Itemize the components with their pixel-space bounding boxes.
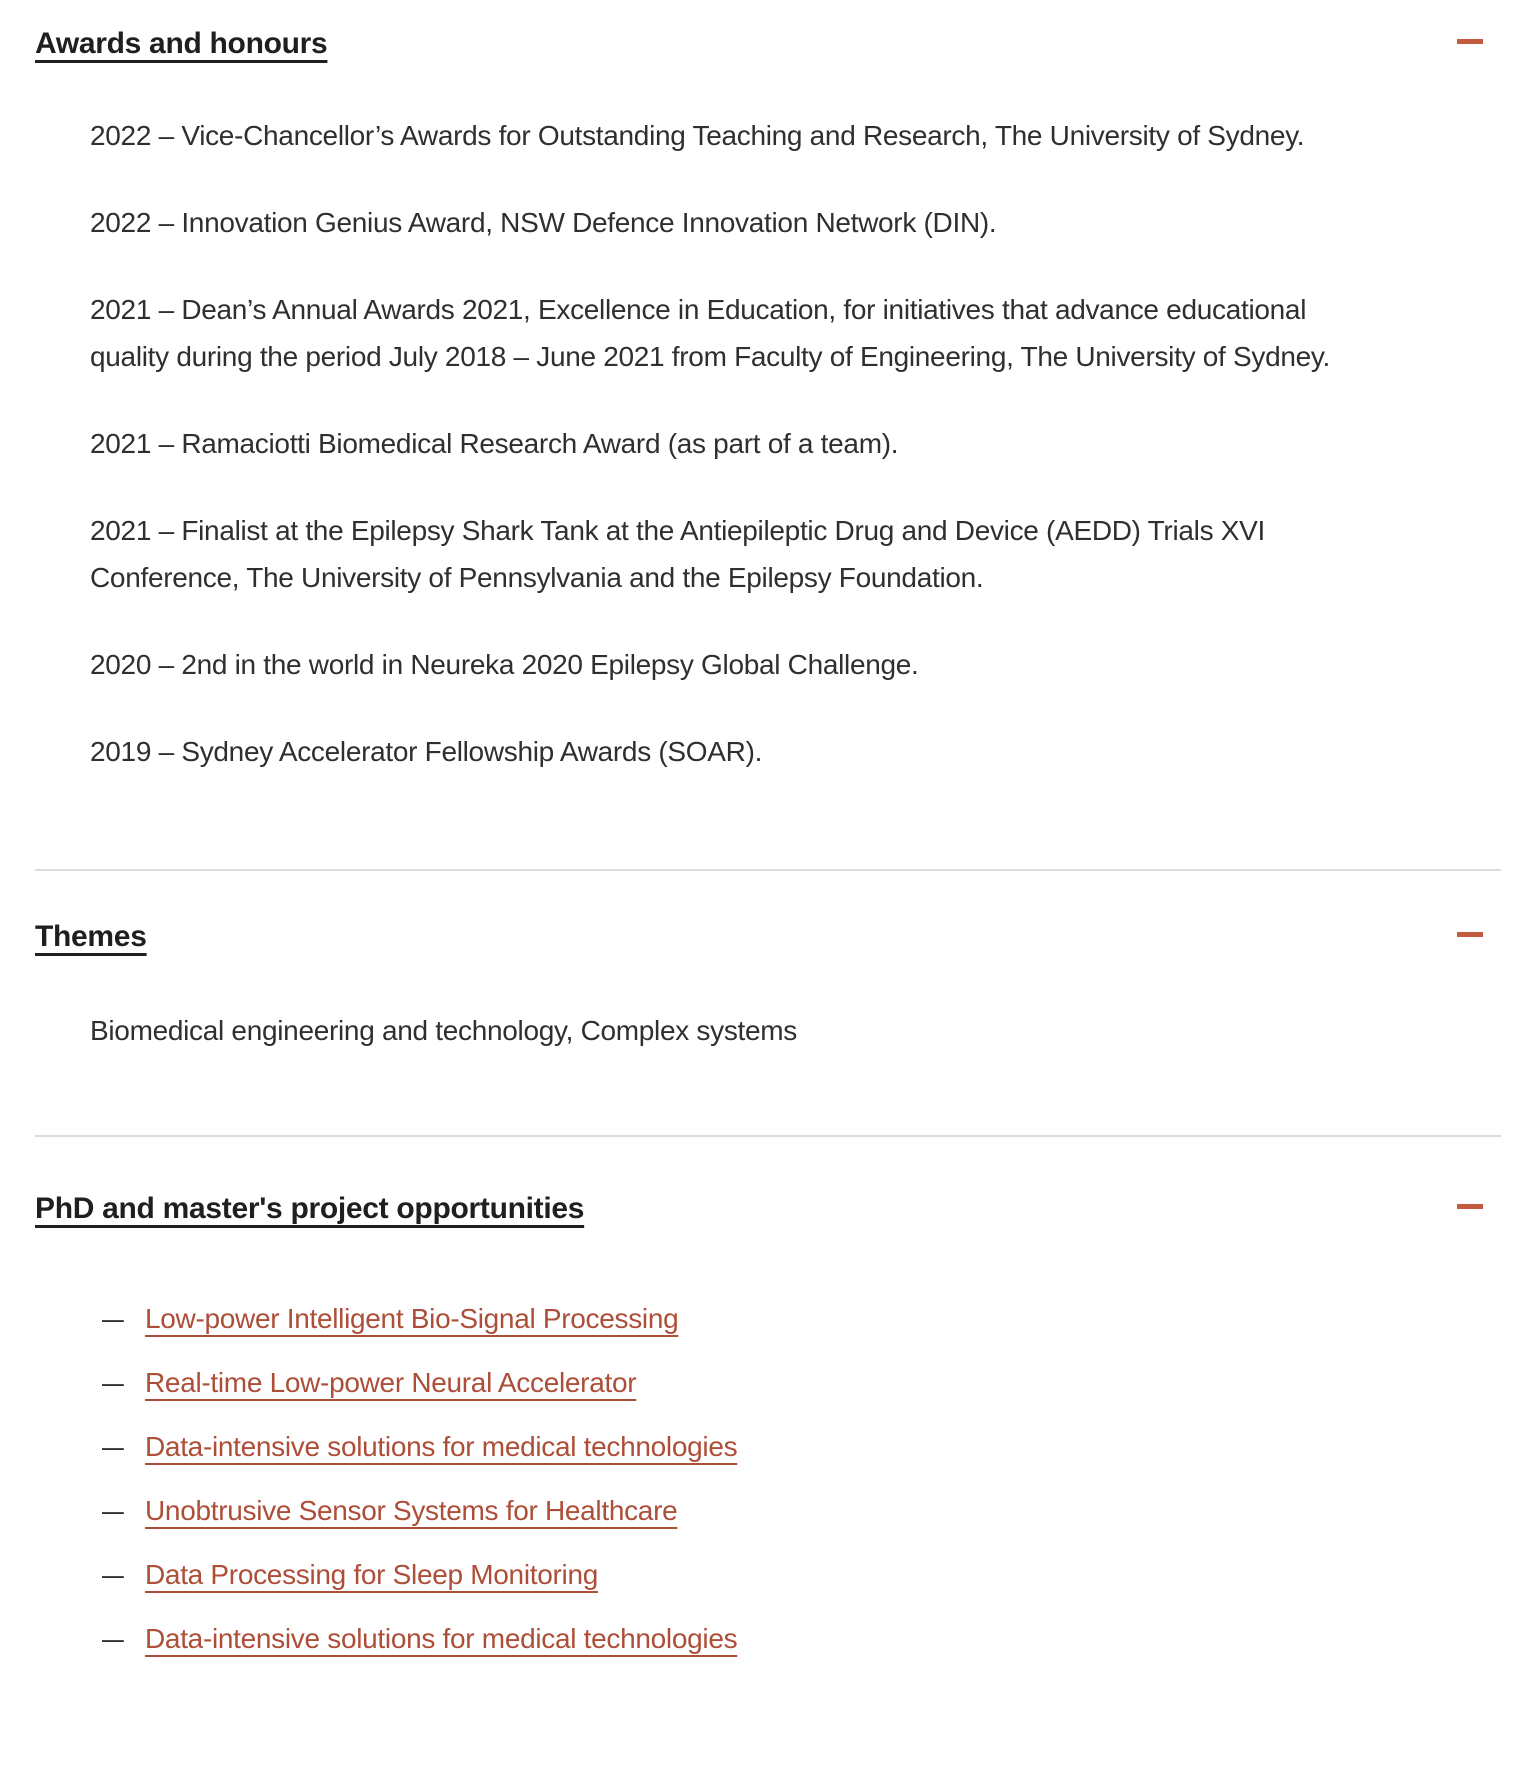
project-list-item [102,1615,1501,1662]
minus-icon [1457,1204,1483,1209]
project-list [102,1295,1501,1662]
project-list-item [102,1359,1501,1406]
dash-bullet-icon: – [102,1367,124,1398]
project-link[interactable]: Data Processing for Sleep Monitoring [145,1559,598,1590]
award-item: 2021 – Ramaciotti Biomedical Research Award (as part of a team). [90,428,899,459]
section-phd-opportunities [35,1135,1501,1689]
project-link[interactable]: Unobtrusive Sensor Systems for Healthcare [145,1495,678,1526]
award-item: 2021 – Dean’s Annual Awards 2021, Excellence in Education, for initiatives that advance educational quality during the period July 2018 – June 2021 from Faculty of Engineering, The University of Sydney. [90,294,1330,372]
project-link[interactable]: Low-power Intelligent Bio-Signal Processing [145,1303,679,1334]
project-link[interactable]: Data-intensive solutions for medical technologies [145,1431,738,1462]
project-link[interactable]: Data-intensive solutions for medical technologies [145,1623,738,1654]
project-list-item [102,1487,1501,1534]
awards-section-header[interactable] [35,24,1501,64]
award-item: 2019 – Sydney Accelerator Fellowship Awards (SOAR). [90,736,763,767]
dash-bullet-icon: – [102,1623,124,1654]
section-awards [35,24,1501,869]
themes-text: Biomedical engineering and technology, Complex systems [90,1015,798,1046]
minus-icon [1457,932,1483,937]
phd-section-title: PhD and master's project opportunities [35,1192,585,1225]
section-themes [35,869,1501,1135]
awards-section-title: Awards and honours [35,27,328,60]
award-item: 2022 – Innovation Genius Award, NSW Defence Innovation Network (DIN). [90,207,997,238]
phd-section-header[interactable] [35,1189,1501,1229]
award-item: 2022 – Vice-Chancellor’s Awards for Outstanding Teaching and Research, The University of Sydney. [90,120,1305,151]
themes-section-header[interactable] [35,917,1501,957]
award-item: 2020 – 2nd in the world in Neureka 2020 Epilepsy Global Challenge. [90,649,919,680]
dash-bullet-icon: – [102,1431,124,1462]
project-link[interactable]: Real-time Low-power Neural Accelerator [145,1367,637,1398]
dash-bullet-icon: – [102,1559,124,1590]
project-list-item [102,1295,1501,1342]
themes-body [90,1007,1501,1054]
minus-icon [1457,39,1483,44]
award-item: 2021 – Finalist at the Epilepsy Shark Tank at the Antiepileptic Drug and Device (AEDD) Trials XVI Conference, The University of Pennsylvania and the Epilepsy Foundation. [90,515,1265,593]
phd-collapse-button[interactable] [1457,1204,1483,1209]
project-list-item [102,1551,1501,1598]
project-list-item [102,1423,1501,1470]
themes-section-title: Themes [35,920,147,953]
dash-bullet-icon: – [102,1303,124,1334]
dash-bullet-icon: – [102,1495,124,1526]
awards-list [90,112,1501,775]
awards-collapse-button[interactable] [1457,39,1483,44]
themes-collapse-button[interactable] [1457,932,1483,937]
